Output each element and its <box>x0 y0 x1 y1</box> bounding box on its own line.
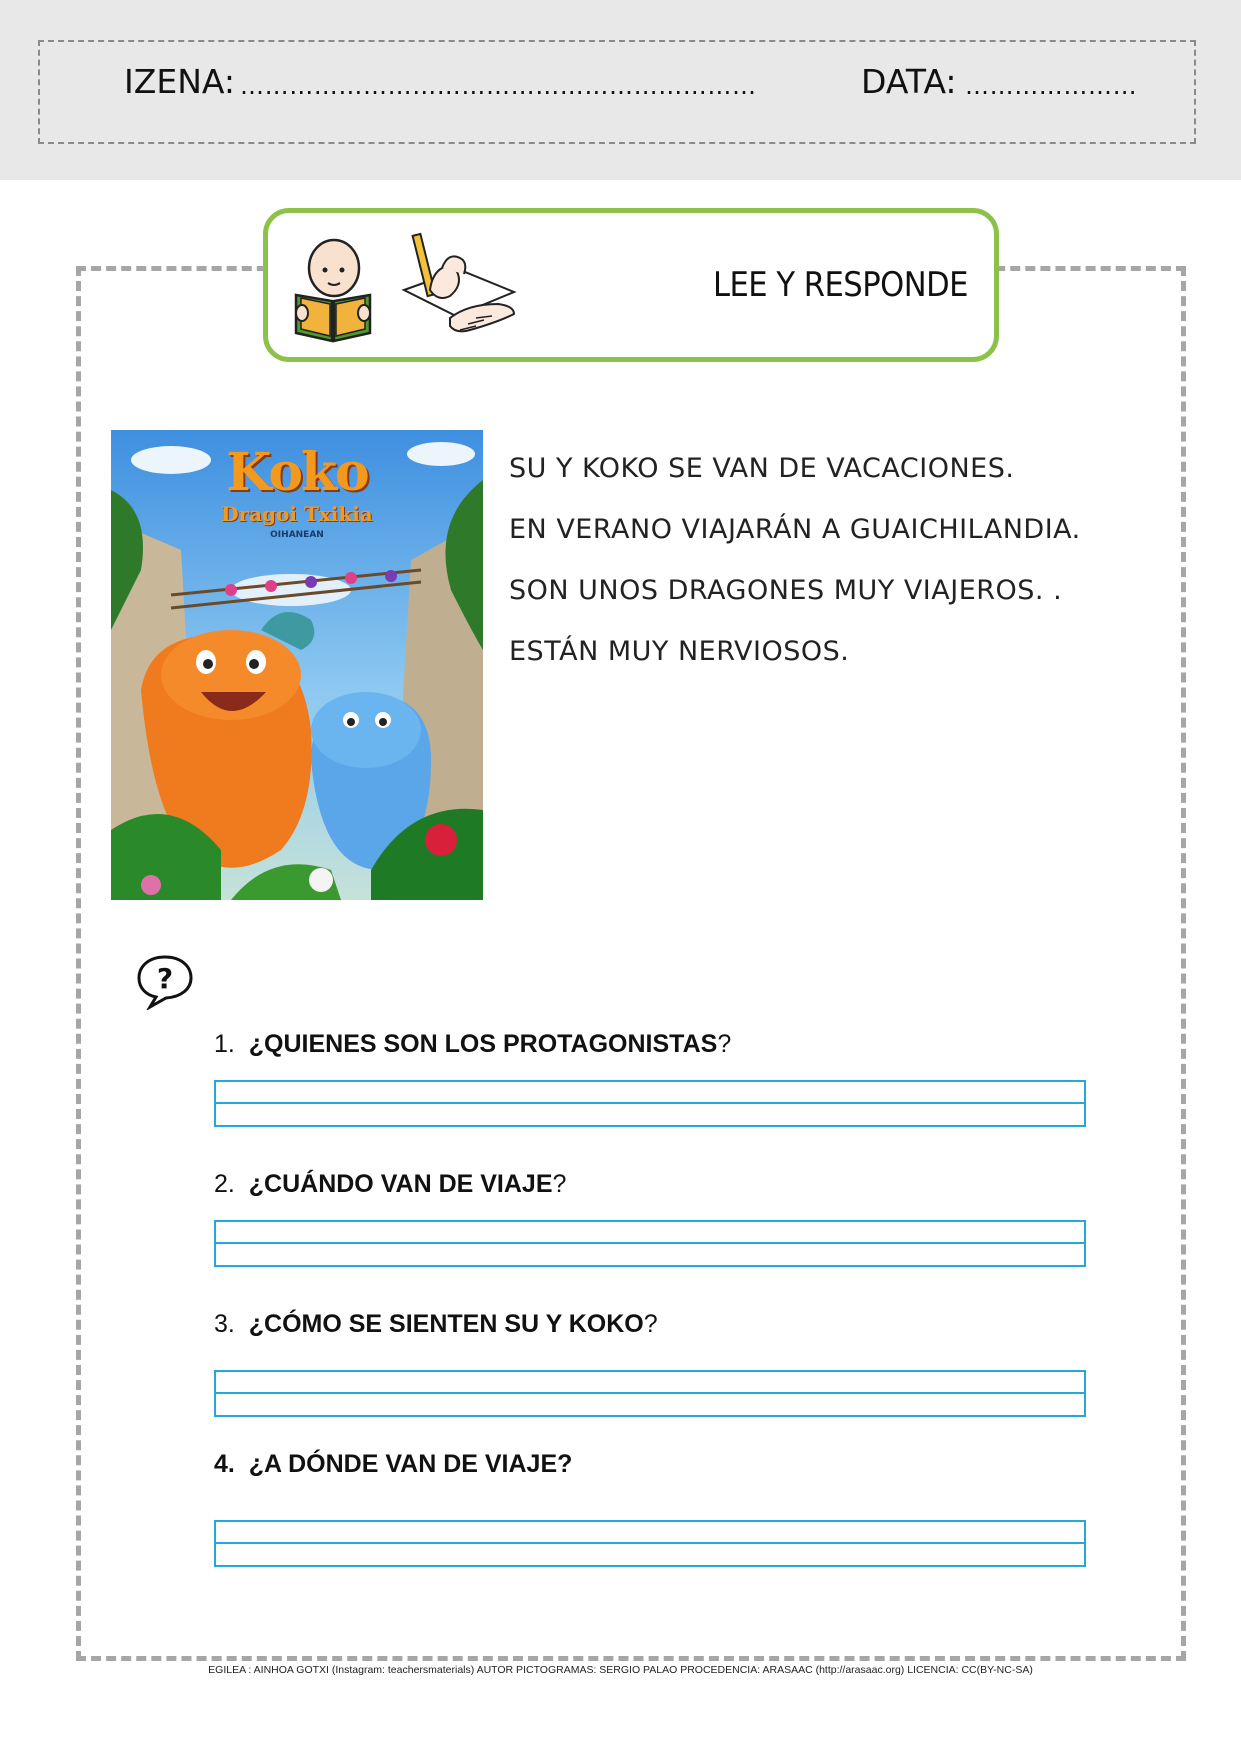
answer-line-1[interactable] <box>214 1080 1086 1127</box>
date-blank[interactable]: ………………… <box>965 72 1138 100</box>
story-text <box>509 438 1081 682</box>
question-1 <box>214 1030 731 1059</box>
question-text: ¿CUÁNDO VAN DE VIAJE <box>248 1170 553 1198</box>
svg-text:?: ? <box>156 962 174 995</box>
question-mark: ? <box>552 1170 567 1198</box>
worksheet-title: LEE Y RESPONDE <box>712 265 968 305</box>
question-mark: ? <box>643 1310 658 1338</box>
question-text: ¿CÓMO SE SIENTEN SU Y KOKO <box>248 1310 644 1338</box>
question-number: 4. <box>214 1450 235 1478</box>
koko-poster <box>111 430 483 900</box>
question-bubble-icon <box>136 954 194 1010</box>
answer-line-4[interactable] <box>214 1520 1086 1567</box>
answer-line-3[interactable] <box>214 1370 1086 1417</box>
question-number: 2. <box>214 1170 235 1198</box>
question-text: ¿QUIENES SON LOS PROTAGONISTAS <box>248 1030 718 1058</box>
poster-caption: OIHANEAN <box>270 530 324 540</box>
name-blank[interactable]: ……………………………………………………… <box>240 72 757 100</box>
story-line: ESTÁN MUY NERVIOSOS. <box>509 636 850 667</box>
question-number: 1. <box>214 1030 235 1058</box>
date-label: DATA: <box>861 62 957 101</box>
poster-subtitle: Dragoi Txikia <box>221 502 373 526</box>
writing-hand-icon <box>398 230 520 340</box>
story-line: SON UNOS DRAGONES MUY VIAJEROS. . <box>509 575 1063 606</box>
poster-title: Koko <box>226 442 368 503</box>
question-4 <box>214 1450 572 1479</box>
reading-child-icon <box>290 233 376 343</box>
question-text: ¿A DÓNDE VAN DE VIAJE? <box>248 1450 573 1478</box>
story-line: EN VERANO VIAJARÁN A GUAICHILANDIA. <box>509 514 1081 545</box>
question-2 <box>214 1170 566 1199</box>
credits-footer: EGILEA : AINHOA GOTXI (Instagram: teachersmaterials) AUTOR PICTOGRAMAS: SERGIO PALAO PROCEDENCIA: ARASAAC (http://arasaac.org) LICENCIA: CC(BY-NC-SA) <box>208 1664 1033 1676</box>
question-mark: ? <box>717 1030 732 1058</box>
answer-line-2[interactable] <box>214 1220 1086 1267</box>
name-label: IZENA: <box>124 62 235 101</box>
story-line: SU Y KOKO SE VAN DE VACACIONES. <box>509 453 1015 484</box>
question-3 <box>214 1310 658 1339</box>
question-number: 3. <box>214 1310 235 1338</box>
